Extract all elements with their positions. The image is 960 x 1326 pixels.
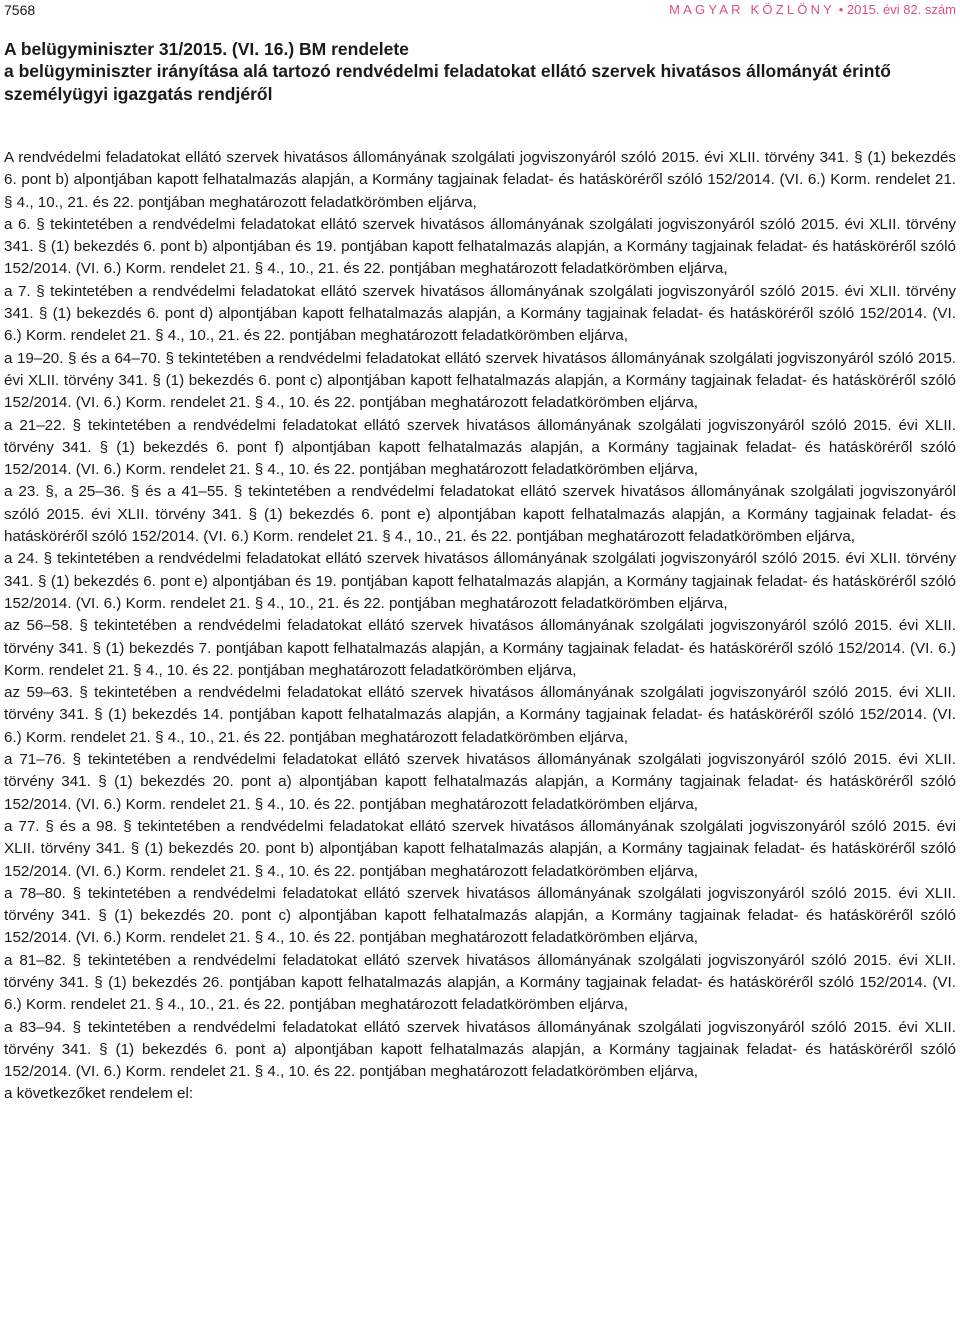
preamble-paragraph: a 19–20. § és a 64–70. § tekintetében a rendvédelmi feladatokat ellátó szervek hivatásos állományának szolgálati jogviszonyáról szóló 2015. évi XLII. törvény 341. § (1) bekezdés 6. pont c) alpontjában kapott felhatalmazás alapján, a Kormány tagjainak feladat- és hatásköréről szóló 152/2014. (VI. 6.) Korm. rendelet 21. § 4., 10. és 22. pontjában meghatározott feladatkörömben eljárva, [4,349,956,412]
preamble-paragraph: a 23. §, a 25–36. § és a 41–55. § tekintetében a rendvédelmi feladatokat ellátó szervek hivatásos állományának szolgálati jogviszonyáról szóló 2015. évi XLII. törvény 341. § (1) bekezdés 6. pont e) alpontjában kapott felhatalmazás alapján, a Kormány tagjainak feladat- és hatásköréről szóló 152/2014. (VI. 6.) Korm. rendelet 21. § 4., 10., 21. és 22. pontjában meghatározott feladatkörömben eljárva, [4,483,956,546]
preamble-paragraph: a 71–76. § tekintetében a rendvédelmi feladatokat ellátó szervek hivatásos állományának szolgálati jogviszonyáról szóló 2015. évi XLII. törvény 341. § (1) bekezdés 20. pont a) alpontjában kapott felhatalmazás alapján, a Kormány tagjainak feladat- és hatásköréről szóló 152/2014. (VI. 6.) Korm. rendelet 21. § 4., 10. és 22. pontjában meghatározott feladatkörömben eljárva, [4,751,956,813]
preamble-paragraph: a 21–22. § tekintetében a rendvédelmi feladatokat ellátó szervek hivatásos állományának szolgálati jogviszonyáról szóló 2015. évi XLII. törvény 341. § (1) bekezdés 6. pont f) alpontjában kapott felhatalmazás alapján, a Kormány tagjainak feladat- és hatásköréről szóló 152/2014. (VI. 6.) Korm. rendelet 21. § 4., 10. és 22. pontjában meghatározott feladatkörömben eljárva, [4,416,956,479]
title-line-3: személyügyi igazgatás rendjéről [4,83,273,104]
preamble-paragraph: a 81–82. § tekintetében a rendvédelmi feladatokat ellátó szervek hivatásos állományának szolgálati jogviszonyáról szóló 2015. évi XLII. törvény 341. § (1) bekezdés 26. pontjában kapott felhatalmazás alapján, a Kormány tagjainak feladat- és hatásköréről szóló 152/2014. (VI. 6.) Korm. rendelet 21. § 4., 10., 21. és 22. pontjában meghatározott feladatkörömben eljárva, [4,951,956,1014]
page-number: 7568 [4,2,36,18]
preamble-paragraph: A rendvédelmi feladatokat ellátó szervek hivatásos állományának szolgálati jogviszonyáról szóló 2015. évi XLII. törvény 341. § (1) bekezdés 6. pont b) alpontjában kapott felhatalmazás alapján, a Kormány tagjainak feladat- és hatásköréről szóló 152/2014. (VI. 6.) Korm. rendelet 21. § 4., 10., 21. és 22. pontjában meghatározott feladatkörömben eljárva, [4,149,956,211]
issue-number: 2015. évi 82. szám [846,2,956,17]
title-line-2: a belügyminiszter irányítása alá tartozó rendvédelmi feladatokat ellátó szervek hivatásos állományát érintő [4,61,891,82]
preamble-paragraph: a 77. § és a 98. § tekintetében a rendvédelmi feladatokat ellátó szervek hivatásos állományának szolgálati jogviszonyáról szóló 2015. évi XLII. törvény 341. § (1) bekezdés 20. pont b) alpontjában kapott felhatalmazás alapján, a Kormány tagjainak feladat- és hatásköréről szóló 152/2014. (VI. 6.) Korm. rendelet 21. § 4., 10. és 22. pontjában meghatározott feladatkörömben eljárva, [4,817,956,880]
title-line-1: A belügyminiszter 31/2015. (VI. 16.) BM rendelete [4,39,409,59]
preamble [4,147,956,1106]
preamble-paragraph: az 56–58. § tekintetében a rendvédelmi feladatokat ellátó szervek hivatásos állományának szolgálati jogviszonyáról szóló 2015. évi XLII. törvény 341. § (1) bekezdés 7. pontjában kapott felhatalmazás alapján, a Kormány tagjainak feladat- és hatásköréről szóló 152/2014. (VI. 6.) Korm. rendelet 21. § 4., 10. és 22. pontjában meghatározott feladatkörömben eljárva, [4,617,956,679]
issue-separator: • [838,2,844,17]
preamble-paragraph: a 83–94. § tekintetében a rendvédelmi feladatokat ellátó szervek hivatásos állományának szolgálati jogviszonyáról szóló 2015. évi XLII. törvény 341. § (1) bekezdés 6. pont a) alpontjában kapott felhatalmazás alapján, a Kormány tagjainak feladat- és hatásköréről szóló 152/2014. (VI. 6.) Korm. rendelet 21. § 4., 10. és 22. pontjában meghatározott feladatkörömben eljárva, [4,1018,956,1081]
preamble-paragraph: a 24. § tekintetében a rendvédelmi feladatokat ellátó szervek hivatásos állományának szolgálati jogviszonyáról szóló 2015. évi XLII. törvény 341. § (1) bekezdés 6. pont e) alpontjában és 19. pontjában kapott felhatalmazás alapján, a Kormány tagjainak feladat- és hatásköréről szóló 152/2014. (VI. 6.) Korm. rendelet 21. § 4., 10., 21. és 22. pontjában meghatározott feladatkörömben eljárva, [4,550,956,612]
page-header [4,0,956,20]
journal-issue-info [669,0,956,20]
journal-name: MAGYAR KÖZLÖNY [669,2,836,17]
preamble-paragraph: a 7. § tekintetében a rendvédelmi feladatokat ellátó szervek hivatásos állományának szolgálati jogviszonyáról szóló 2015. évi XLII. törvény 341. § (1) bekezdés 6. pont d) alpontjában kapott felhatalmazás alapján, a Kormány tagjainak feladat- és hatásköréről szóló 152/2014. (VI. 6.) Korm. rendelet 21. § 4., 10., 21. és 22. pontjában meghatározott feladatkörömben eljárva, [4,282,956,345]
regulation-title [4,38,956,105]
preamble-paragraph: a 78–80. § tekintetében a rendvédelmi feladatokat ellátó szervek hivatásos állományának szolgálati jogviszonyáról szóló 2015. évi XLII. törvény 341. § (1) bekezdés 20. pont c) alpontjában kapott felhatalmazás alapján, a Kormány tagjainak feladat- és hatásköréről szóló 152/2014. (VI. 6.) Korm. rendelet 21. § 4., 10. és 22. pontjában meghatározott feladatkörömben eljárva, [4,884,956,947]
preamble-paragraph: a 6. § tekintetében a rendvédelmi feladatokat ellátó szervek hivatásos állományának szolgálati jogviszonyáról szóló 2015. évi XLII. törvény 341. § (1) bekezdés 6. pont b) alpontjában és 19. pontjában kapott felhatalmazás alapján, a Kormány tagjainak feladat- és hatásköréről szóló 152/2014. (VI. 6.) Korm. rendelet 21. § 4., 10., 21. és 22. pontjában meghatározott feladatkörömben eljárva, [4,215,956,278]
preamble-paragraph: az 59–63. § tekintetében a rendvédelmi feladatokat ellátó szervek hivatásos állományának szolgálati jogviszonyáról szóló 2015. évi XLII. törvény 341. § (1) bekezdés 14. pontjában kapott felhatalmazás alapján, a Kormány tagjainak feladat- és hatásköréről szóló 152/2014. (VI. 6.) Korm. rendelet 21. § 4., 10., 21. és 22. pontjában meghatározott feladatkörömben eljárva, [4,684,956,746]
enacting-clause: a következőket rendelem el: [4,1085,194,1103]
